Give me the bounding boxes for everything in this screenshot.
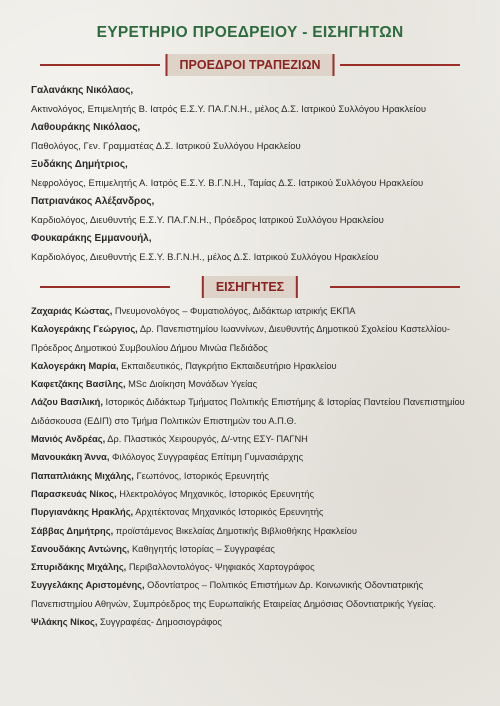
speakers-heading: ΕΙΣΗΓΗΤΕΣ	[202, 276, 298, 298]
speaker-entry	[31, 576, 476, 613]
chair-entry	[31, 193, 471, 230]
speaker-description: Δρ. Πανεπιστημίου Ιωαννίνων, Διευθυντής Δημοτικού Σχολείου Καστελλίου- Πρόεδρος Δημοτικού Συμβουλίου Δήμου Μινώα Πεδιάδος	[31, 324, 450, 353]
chair-name: Πατριανάκος Αλέξανδρος,	[31, 196, 155, 207]
speaker-name: Καλογεράκης Γεώργιος,	[31, 324, 138, 335]
speaker-description: Περιβαλλοντολόγος- Ψηφιακός Χαρτογράφος	[126, 562, 315, 573]
speaker-description: Οδοντίατρος – Πολιτικός Επιστήμων Δρ. Κοινωνικής Οδοντιατρικής Πανεπιστημίου Αθηνών, Συμπρόεδρος της Ευρωπαϊκής Εταιρείας Δημόσιας Οδοντιατρικής Υγείας.	[31, 580, 436, 609]
chairs-heading: ΠΡΟΕΔΡΟΙ ΤΡΑΠΕΖΙΩΝ	[165, 54, 334, 76]
speaker-description: Αρχιτέκτονας Μηχανικός Ιστορικός Ερευνητής	[133, 507, 324, 518]
speaker-entry	[31, 302, 476, 320]
chair-description: Καρδιολόγος, Διευθυντής Ε.Σ.Υ. Β.Γ.Ν.Η., μέλος Δ.Σ. Ιατρικού Συλλόγου Ηρακλείου	[31, 251, 379, 263]
speaker-description: Καθηγητής Ιστορίας – Συγγραφέας	[129, 543, 275, 554]
speaker-description: προϊστάμενος Βικελαίας Δημοτικής Βιβλιοθήκης Ηρακλείου	[113, 525, 357, 536]
speaker-entry	[31, 522, 476, 540]
speakers-section-header	[0, 276, 500, 298]
speaker-description: Εκπαιδευτικός, Παγκρήτιο Εκπαιδευτήριο Ηρακλείου	[118, 360, 337, 371]
speaker-description: Ιστορικός Διδάκτωρ Τμήματος Πολιτικής Επιστήμης & Ιστορίας Παντείου Πανεπιστημίου Διδάσκουσα (ΕΔΙΠ) στο Τμήμα Πολιτικών Επιστημών του Α.Π.Θ.	[31, 397, 465, 426]
chair-description: Ακτινολόγος, Επιμελητής Β. Ιατρός Ε.Σ.Υ. ΠΑ.Γ.Ν.Η., μέλος Δ.Σ. Ιατρικού Συλλόγου Ηρακλείου	[31, 103, 427, 115]
speaker-name: Ψιλάκης Νίκος,	[31, 617, 98, 628]
speaker-description: Ηλεκτρολόγος Μηχανικός, Ιστορικός Ερευνητής	[116, 488, 314, 499]
speaker-entry	[31, 485, 476, 503]
speaker-name: Συγγελάκης Αριστομένης,	[31, 580, 145, 591]
chair-entry	[31, 230, 471, 267]
header-rule-left	[40, 64, 160, 66]
speaker-name: Λάζου Βασιλική,	[31, 397, 103, 408]
speaker-entry	[31, 430, 476, 448]
speaker-entry	[31, 540, 476, 558]
speaker-description: Φιλόλογος Συγγραφέας Επίτιμη Γυμνασιάρχης	[109, 452, 304, 463]
chair-description: Παθολόγος, Γεν. Γραμματέας Δ.Σ. Ιατρικού Συλλόγου Ηρακλείου	[31, 140, 301, 152]
speaker-description: Γεωπόνος, Ιστορικός Ερευνητής	[133, 470, 269, 481]
speaker-entry	[31, 467, 476, 485]
speaker-entry	[31, 448, 476, 466]
chair-name: Ξυδάκης Δημήτριος,	[31, 159, 128, 170]
chair-entry	[31, 156, 471, 193]
speaker-entry	[31, 320, 476, 357]
speaker-name: Σπυριδάκης Μιχάλης,	[31, 562, 127, 573]
chairs-section-header	[0, 54, 500, 76]
header-rule-right	[340, 64, 460, 66]
speaker-name: Σάββας Δημήτρης,	[31, 525, 114, 536]
speaker-name: Καφετζάκης Βασίλης,	[31, 379, 126, 390]
speaker-entry	[31, 558, 476, 576]
speaker-name: Ζαχαριάς Κώστας,	[31, 306, 113, 316]
speaker-name: Καλογεράκη Μαρία,	[31, 360, 119, 371]
chair-name: Γαλανάκης Νικόλαος,	[31, 85, 134, 96]
speaker-entry	[31, 503, 476, 521]
page-title: ΕΥΡΕΤΗΡΙΟ ΠΡΟΕΔΡΕΙΟΥ - ΕΙΣΗΓΗΤΩΝ	[96, 24, 404, 41]
chair-name: Φουκαράκης Εμμανουήλ,	[31, 233, 152, 244]
speaker-description: Πνευμονολόγος – Φυματιολόγος, Διδάκτωρ ιατρικής ΕΚΠΑ	[112, 306, 356, 316]
speaker-entry	[31, 393, 476, 430]
chairs-list	[31, 82, 471, 267]
chair-description: Νεφρολόγος, Επιμελητής Α. Ιατρός Ε.Σ.Υ. Β.Γ.Ν.Η., Ταμίας Δ.Σ. Ιατρικού Συλλόγου Ηρακλείου	[31, 177, 424, 189]
speaker-name: Παρασκευάς Νίκος,	[31, 488, 117, 499]
speaker-name: Μανιός Ανδρέας,	[31, 434, 106, 445]
chair-entry	[31, 82, 471, 119]
chair-description: Καρδιολόγος, Διευθυντής Ε.Σ.Υ. ΠΑ.Γ.Ν.Η., Πρόεδρος Ιατρικού Συλλόγου Ηρακλείου	[31, 214, 384, 226]
speaker-name: Παπαπλιάκης Μιχάλης,	[31, 470, 134, 481]
speaker-description: Συγγραφέας- Δημοσιογράφος	[97, 617, 222, 628]
speaker-name: Σανουδάκης Αντώνης,	[31, 543, 130, 554]
speaker-entry	[31, 357, 476, 375]
speaker-name: Πυργιανάκης Ηρακλής,	[31, 507, 134, 518]
speaker-entry	[31, 613, 476, 631]
chair-entry	[31, 119, 471, 156]
header-rule-right	[330, 286, 460, 288]
speaker-entry	[31, 375, 476, 393]
speaker-name: Μανουκάκη Άννα,	[31, 452, 110, 463]
speaker-description: MSc Διοίκηση Μονάδων Υγείας	[125, 379, 258, 390]
header-rule-left	[40, 286, 170, 288]
speaker-description: Δρ. Πλαστικός Χειρουργός, Δ/-ντης ΕΣΥ- ΠΑΓΝΗ	[105, 434, 308, 445]
chair-name: Λαθουράκης Νικόλαος,	[31, 122, 141, 133]
speakers-list	[31, 302, 476, 631]
